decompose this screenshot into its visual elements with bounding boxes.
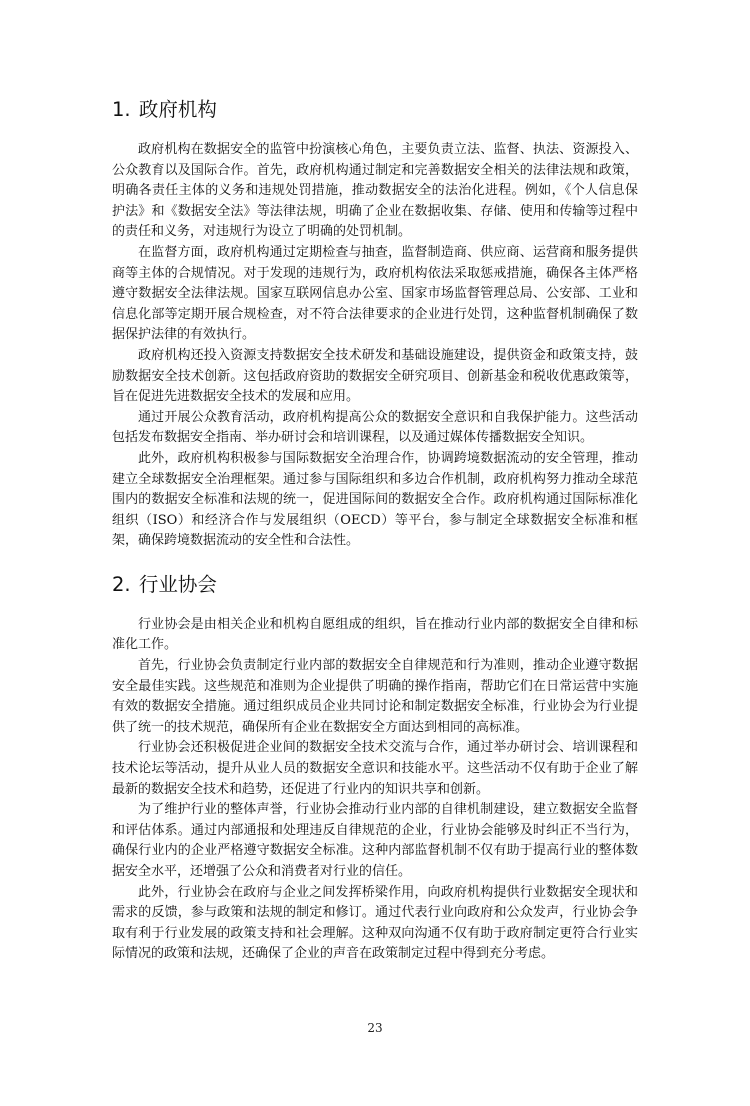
paragraph: 为了维护行业的整体声誉，行业协会推动行业内部的自律机制建设，建立数据安全监督和评估体系。通过内部通报和处理违反自律规范的企业，行业协会能够及时纠正不当行为，确保行业内的企业严格遵守数据安全标准。这种内部监督机制不仅有助于提高行业的整体数据安全水平，还增强了公众和消费者对行业的信任。: [112, 802, 638, 879]
section-heading: [112, 571, 638, 599]
page-number: 23: [367, 1021, 383, 1035]
section-title: 政府机构: [138, 98, 217, 121]
section-industry-associations: [112, 571, 638, 965]
section-number: 2.: [112, 572, 131, 596]
paragraph: 行业协会还积极促进企业间的数据安全技术交流与合作，通过举办研讨会、培训课程和技术论坛等活动，提升从业人员的数据安全意识和技能水平。这些活动不仅有助于企业了解最新的数据安全技术和趋势，还促进了行业内的知识共享和创新。: [112, 740, 638, 797]
section-government-agencies: [112, 96, 638, 552]
paragraph: 政府机构还投入资源支持数据安全技术研发和基础设施建设，提供资金和政策支持，鼓励数据安全技术创新。这包括政府资助的数据安全研究项目、创新基金和税收优惠政策等，旨在促进先进数据安全技术的发展和应用。: [112, 347, 638, 405]
page-content: [112, 96, 638, 965]
paragraph: 此外，政府机构积极参与国际数据安全治理合作，协调跨境数据流动的安全管理，推动建立全球数据安全治理框架。通过参与国际组织和多边合作机制，政府机构努力推动全球范围内的数据安全标准和法规的统一，促进国际间的数据安全合作。政府机构通过国际标准化组织（ISO）和经济合作与发展组织（OECD）等平台，参与制定全球数据安全标准和框架，确保跨境数据流动的安全性和合法性。: [112, 450, 638, 549]
section-number: 1.: [112, 98, 131, 121]
paragraph: 通过开展公众教育活动，政府机构提高公众的数据安全意识和自我保护能力。这些活动包括发布数据安全指南、举办研讨会和培训课程，以及通过媒体传播数据安全知识。: [112, 409, 638, 446]
paragraph: 首先，行业协会负责制定行业内部的数据安全自律规范和行为准则，推动企业遵守数据安全最佳实践。这些规范和准则为企业提供了明确的操作指南，帮助它们在日常运营中实施有效的数据安全措施。通过组织成员企业共同讨论和制定数据安全标准，行业协会为行业提供了统一的技术规范，确保所有企业在数据安全方面达到相同的高标准。: [112, 658, 638, 735]
paragraph: 在监督方面，政府机构通过定期检查与抽查，监督制造商、供应商、运营商和服务提供商等主体的合规情况。对于发现的违规行为，政府机构依法采取惩戒措施，确保各主体严格遵守数据安全法律法规。国家互联网信息办公室、国家市场监督管理总局、公安部、工业和信息化部等定期开展合规检查，对不符合法律要求的企业进行处罚，这种监督机制确保了数据保护法律的有效执行。: [112, 244, 638, 343]
paragraph: 行业协会是由相关企业和机构自愿组成的组织，旨在推动行业内部的数据安全自律和标准化工作。: [112, 616, 638, 653]
paragraph: 此外，行业协会在政府与企业之间发挥桥梁作用，向政府机构提供行业数据安全现状和需求的反馈，参与政策和法规的制定和修订。通过代表行业向政府和公众发声，行业协会争取有利于行业发展的政策支持和社会理解。这种双向沟通不仅有助于政府制定更符合行业实际情况的政策和法规，还确保了企业的声音在政策制定过程中得到充分考虑。: [112, 884, 638, 962]
section-heading: [112, 96, 638, 124]
paragraph: 政府机构在数据安全的监管中扮演核心角色，主要负责立法、监督、执法、资源投入、公众教育以及国际合作。首先，政府机构通过制定和完善数据安全相关的法律法规和政策，明确各责任主体的义务和违规处罚措施，推动数据安全的法治化进程。例如，《个人信息保护法》和《数据安全法》等法律法规，明确了企业在数据收集、存储、使用和传输等过程中的责任和义务，对违规行为设立了明确的处罚机制。: [112, 142, 638, 240]
section-title: 行业协会: [138, 572, 217, 596]
